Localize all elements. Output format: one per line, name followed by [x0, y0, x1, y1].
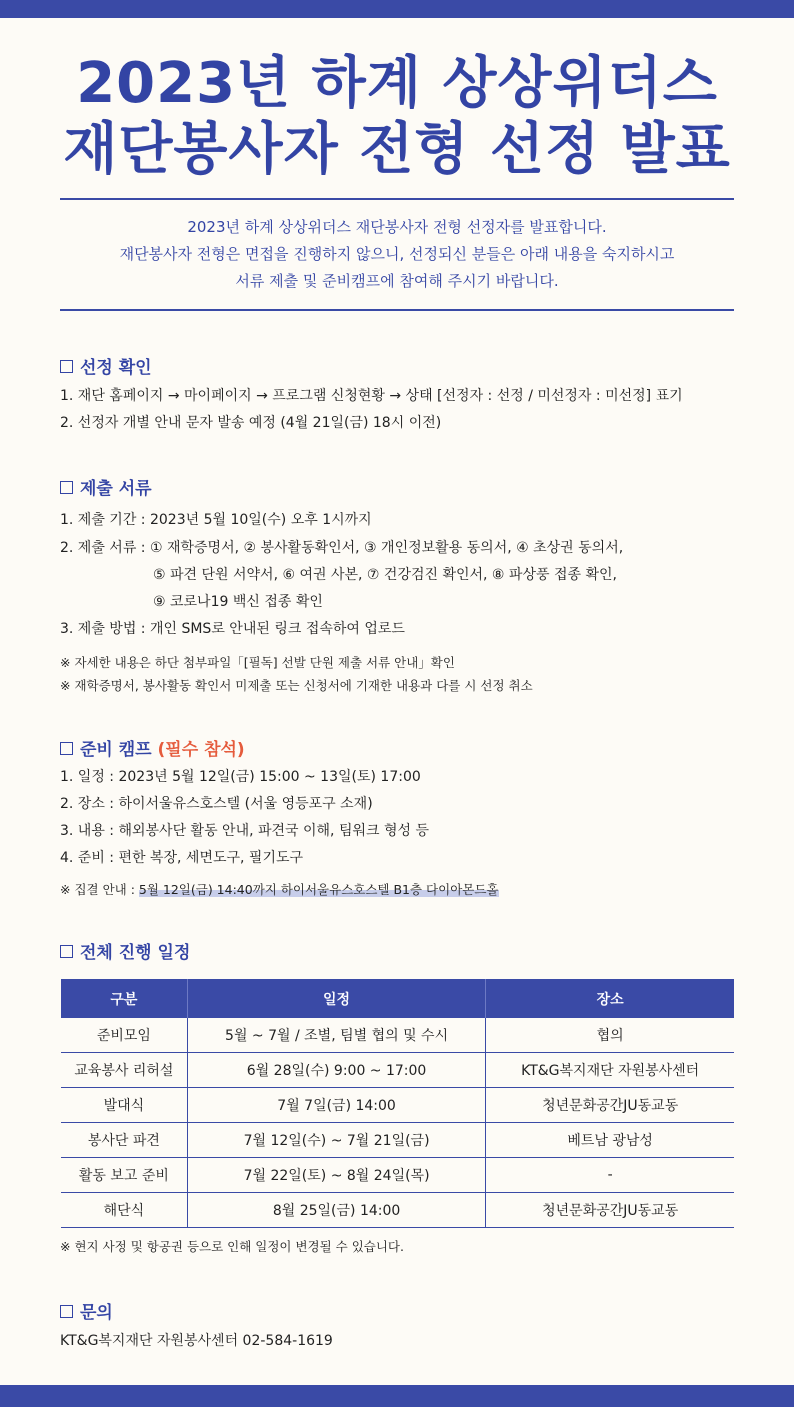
list-item-continuation: ⑨ 코로나19 백신 접종 확인 [153, 594, 323, 610]
table-row [61, 1123, 734, 1158]
intro-line: 재단봉사자 전형은 면접을 진행하지 않으니, 선정되신 분들은 아래 내용을 숙지하시고 [119, 245, 675, 263]
schedule-table [61, 979, 734, 1228]
highlighted-text: 5월 12일(금) 14:40까지 하이서울유스호스텔 B1층 다이아몬드홀 [138, 882, 499, 897]
table-cell: 활동 보고 준비 [61, 1158, 187, 1193]
required-tag: (필수 참석) [157, 740, 245, 760]
list-item: 4. 준비 : 편한 복장, 세면도구, 필기도구 [60, 850, 304, 866]
table-cell: 5월 ~ 7월 / 조별, 팀별 협의 및 수시 [187, 1018, 486, 1053]
top-band [0, 0, 794, 18]
list-item: 2. 장소 : 하이서울유스호스텔 (서울 영등포구 소재) [60, 796, 373, 812]
checkbox-square-icon [60, 481, 73, 494]
column-header: 일정 [187, 979, 486, 1018]
table-cell: 7월 7일(금) 14:00 [187, 1088, 486, 1123]
section-heading-confirm: 선정 확인 [60, 357, 152, 379]
table-header-row [61, 979, 734, 1018]
column-header: 장소 [486, 979, 734, 1018]
table-row [61, 1158, 734, 1193]
table-row [61, 1193, 734, 1228]
bottom-band [0, 1385, 794, 1407]
note: ※ 재학증명서, 봉사활동 확인서 미제출 또는 신청서에 기재한 내용과 다를 시 선정 취소 [60, 678, 533, 693]
section-heading-schedule: 전체 진행 일정 [60, 942, 190, 964]
table-cell: 발대식 [61, 1088, 187, 1123]
schedule-note: ※ 현지 사정 및 항공권 등으로 인해 일정이 변경될 수 있습니다. [60, 1239, 404, 1254]
table-cell: 7월 22일(토) ~ 8월 24일(목) [187, 1158, 486, 1193]
section-heading-contact: 문의 [60, 1302, 113, 1324]
list-item: 1. 제출 기간 : 2023년 5월 10일(수) 오후 1시까지 [60, 512, 372, 528]
table-cell: 6월 28일(수) 9:00 ~ 17:00 [187, 1053, 486, 1088]
table-row [61, 1053, 734, 1088]
table-cell: 청년문화공간JU동교동 [486, 1088, 734, 1123]
table-cell: KT&G복지재단 자원봉사센터 [486, 1053, 734, 1088]
list-item: 3. 제출 방법 : 개인 SMS로 안내된 링크 접속하여 업로드 [60, 621, 405, 637]
intro-line: 2023년 하계 상상위더스 재단봉사자 전형 선정자를 발표합니다. [187, 218, 607, 236]
intro-line: 서류 제출 및 준비캠프에 참여해 주시기 바랍니다. [235, 272, 559, 290]
table-cell: 7월 12일(수) ~ 7월 21일(금) [187, 1123, 486, 1158]
table-cell: 베트남 광남성 [486, 1123, 734, 1158]
table-row [61, 1088, 734, 1123]
assembly-note: ※ 집결 안내 : 5월 12일(금) 14:40까지 하이서울유스호스텔 B1층 다이아몬드홀 [60, 882, 499, 897]
section-heading-documents: 제출 서류 [60, 478, 152, 500]
note: ※ 자세한 내용은 하단 첨부파일「[필독] 선발 단원 제출 서류 안내」확인 [60, 655, 455, 670]
list-item: 1. 일정 : 2023년 5월 12일(금) 15:00 ~ 13일(토) 17:00 [60, 769, 421, 785]
list-item-continuation: ⑤ 파견 단원 서약서, ⑥ 여권 사본, ⑦ 건강검진 확인서, ⑧ 파상풍 접종 확인, [153, 567, 617, 583]
table-cell: 봉사단 파견 [61, 1123, 187, 1158]
section-heading-camp: 준비 캠프 (필수 참석) [60, 739, 245, 761]
checkbox-square-icon [60, 360, 73, 373]
checkbox-square-icon [60, 742, 73, 755]
table-cell: 준비모임 [61, 1018, 187, 1053]
page-title-line2: 재단봉사자 전형 선정 발표 [63, 117, 731, 182]
divider [60, 198, 734, 200]
table-cell: 청년문화공간JU동교동 [486, 1193, 734, 1228]
list-item: 2. 선정자 개별 안내 문자 발송 예정 (4월 21일(금) 18시 이전) [60, 415, 442, 431]
table-cell: 협의 [486, 1018, 734, 1053]
list-item: 1. 재단 홈페이지 → 마이페이지 → 프로그램 신청현황 → 상태 [선정자 : 선정 / 미선정자 : 미선정] 표기 [60, 388, 683, 404]
list-item: 3. 내용 : 해외봉사단 활동 안내, 파견국 이해, 팀워크 형성 등 [60, 823, 430, 839]
table-cell: 8월 25일(금) 14:00 [187, 1193, 486, 1228]
table-cell: 교육봉사 리허설 [61, 1053, 187, 1088]
column-header: 구분 [61, 979, 187, 1018]
table-cell: 해단식 [61, 1193, 187, 1228]
table-row [61, 1018, 734, 1053]
divider [60, 309, 734, 311]
table-cell: - [486, 1158, 734, 1193]
page-title-line1: 2023년 하계 상상위더스 [76, 51, 718, 116]
checkbox-square-icon [60, 1305, 73, 1318]
checkbox-square-icon [60, 945, 73, 958]
contact-info: KT&G복지재단 자원봉사센터 02-584-1619 [60, 1333, 333, 1349]
list-item: 2. 제출 서류 : ① 재학증명서, ② 봉사활동확인서, ③ 개인정보활용 동의서, ④ 초상권 동의서, [60, 540, 624, 556]
